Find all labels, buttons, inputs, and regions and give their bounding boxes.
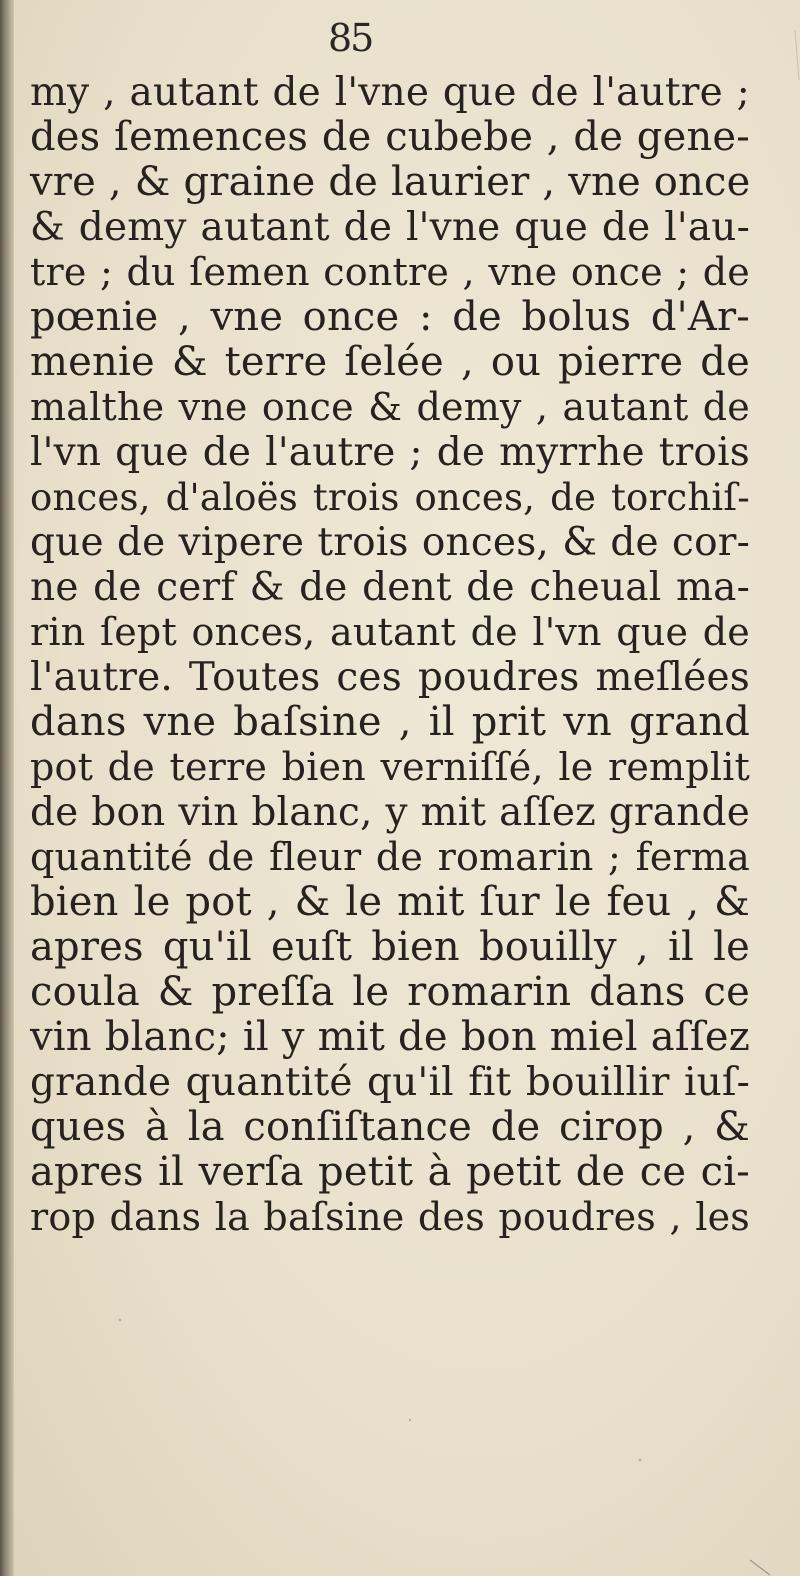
text-line: coula & preſſa le romarin dans ce [30, 969, 750, 1015]
text-line: malthe vne once & demy , autant de [30, 385, 750, 429]
text-line: rop dans la baſsine des poudres , les [30, 1195, 750, 1239]
text-line: & demy autant de l'vne que de l'au- [30, 205, 750, 250]
text-line: rin ſept onces, autant de l'vn que de [30, 610, 750, 654]
text-line: l'autre. Toutes ces poudres meſlées [30, 655, 750, 700]
text-line: que de vipere trois onces, & de cor- [30, 520, 750, 565]
page-number: 85 [328, 16, 373, 60]
text-line: onces, d'aloës trois onces, de torchiſ- [30, 476, 750, 519]
text-line: pœnie , vne once : de bolus d'Ar- [30, 294, 750, 340]
text-line: apres il verſa petit à petit de ce ci- [30, 1149, 750, 1195]
text-line: my , autant de l'vne que de l'autre ; [30, 70, 750, 115]
text-line: quantité de fleur de romarin ; ferma [30, 835, 750, 879]
text-line: vre , & graine de laurier , vne once [30, 159, 751, 205]
text-line: dans vne baſsine , il prit vn grand [30, 699, 750, 745]
text-line: l'vn que de l'autre ; de myrrhe trois [30, 430, 750, 475]
body-text [30, 70, 750, 1240]
text-line: grande quantité qu'il fit bouillir iuſ- [30, 1060, 750, 1105]
text-line: apres qu'il euſt bien bouilly , il le [30, 924, 750, 970]
text-line: des ſemences de cubebe , de gene- [30, 114, 750, 160]
text-line: tre ; du ſemen contre , vne once ; de [30, 250, 750, 294]
text-line: de bon vin blanc, y mit aſſez grande [30, 790, 750, 835]
text-line: ne de cerf & de dent de cheual ma- [30, 565, 750, 610]
page-gutter [0, 0, 14, 1576]
text-line: menie & terre ſelée , ou pierre de [30, 339, 750, 385]
text-line: ques à la conſiſtance de cirop , & [30, 1104, 750, 1150]
text-line: pot de terre bien verniſſé, le remplit [30, 745, 750, 789]
text-line: bien le pot , & le mit ſur le feu , & [30, 879, 750, 925]
text-line: vin blanc; il y mit de bon miel aſſez [30, 1014, 750, 1060]
